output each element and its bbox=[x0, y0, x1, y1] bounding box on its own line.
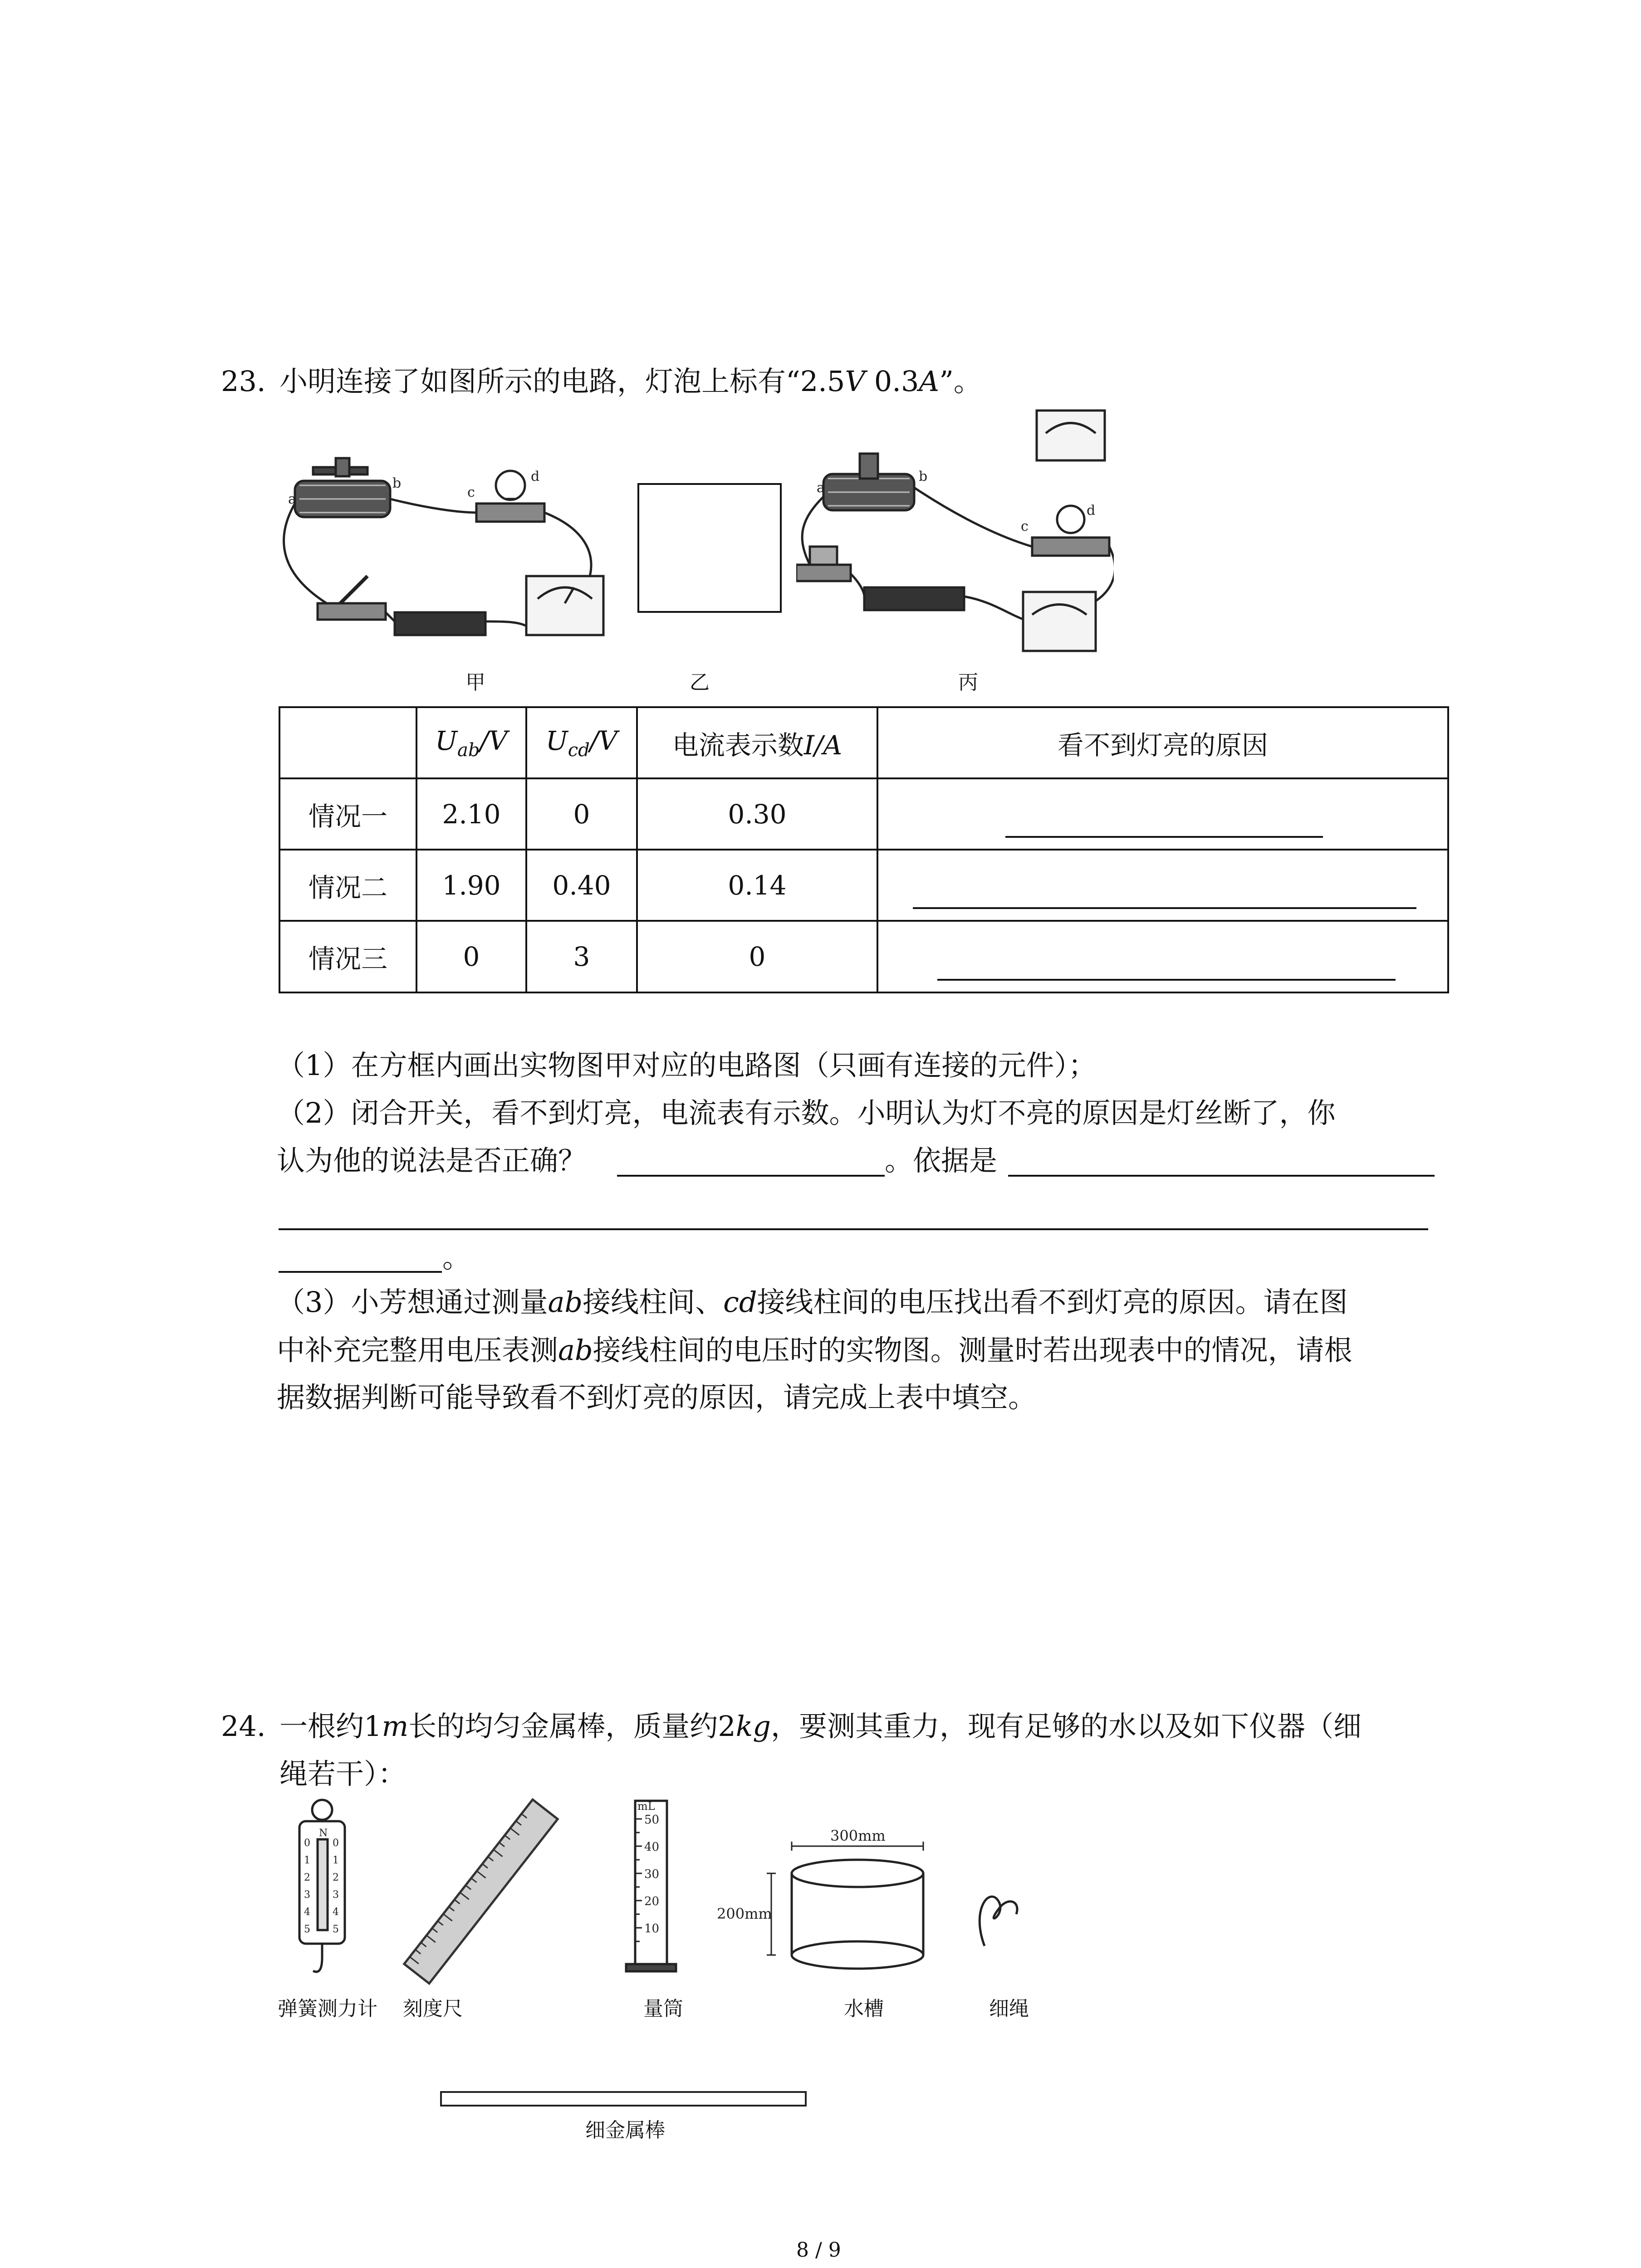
spring-unit-label: N bbox=[319, 1828, 328, 1839]
spring-tick: 2 bbox=[304, 1872, 310, 1883]
cell-ucd: 3 bbox=[526, 921, 637, 992]
cell-ucd: 0 bbox=[526, 778, 637, 850]
cell-ucd: 0.40 bbox=[526, 850, 637, 921]
caption-yi: 乙 bbox=[690, 671, 710, 694]
bulb-icon bbox=[1057, 506, 1084, 533]
caption-bing: 丙 bbox=[958, 671, 978, 694]
bulb-icon bbox=[496, 471, 525, 500]
voltmeter-icon bbox=[1037, 411, 1105, 460]
cell-reason-answer[interactable] bbox=[877, 778, 1448, 850]
row-label: 情况三 bbox=[279, 921, 416, 992]
reason-blank-2[interactable] bbox=[913, 907, 1416, 909]
hook-icon bbox=[313, 1944, 322, 1972]
q23-part2-end: 。 bbox=[442, 1241, 471, 1274]
q24-line2: 绳若干）： bbox=[279, 1757, 407, 1790]
label-a: a bbox=[817, 480, 825, 496]
lamp-base-icon bbox=[1032, 538, 1109, 556]
spring-scale-figure bbox=[279, 1796, 370, 1987]
circuit-figure-jia bbox=[277, 454, 622, 653]
caption-jia: 甲 bbox=[465, 671, 485, 694]
q23-number: 23. bbox=[221, 365, 266, 398]
ruler-figure bbox=[390, 1796, 572, 1987]
label-a: a bbox=[288, 491, 296, 507]
q24-number: 24. bbox=[221, 1710, 266, 1743]
label-tank: 水槽 bbox=[844, 1997, 884, 2020]
answer-blank-basis[interactable] bbox=[1008, 1175, 1435, 1177]
tank-icon bbox=[792, 1860, 923, 1887]
spring-tick: 5 bbox=[333, 1924, 339, 1935]
label-c: c bbox=[467, 484, 475, 500]
string-icon bbox=[980, 1897, 1017, 1946]
label-d: d bbox=[1087, 503, 1096, 518]
reason-blank-1[interactable] bbox=[1005, 836, 1323, 838]
cell-reason-answer[interactable] bbox=[877, 921, 1448, 992]
answer-blank-basis-line2[interactable] bbox=[279, 1228, 1428, 1230]
header-reason: 看不到灯亮的原因 bbox=[877, 707, 1448, 778]
water-tank-figure bbox=[717, 1828, 944, 1973]
tank-height-label: 200mm bbox=[717, 1905, 772, 1922]
cylinder-tick: 10 bbox=[644, 1922, 660, 1936]
switch-icon bbox=[318, 603, 386, 620]
q23-part3-line3: 据数据判断可能导致看不到灯亮的原因，请完成上表中填空。 bbox=[277, 1381, 1037, 1414]
cell-uab: 2.10 bbox=[416, 778, 526, 850]
label-d: d bbox=[531, 469, 540, 484]
page-number: 8 / 9 bbox=[796, 2239, 841, 2262]
cylinder-unit-label: mL bbox=[637, 1800, 655, 1813]
label-rod: 细金属棒 bbox=[585, 2119, 665, 2142]
cell-reason-answer[interactable] bbox=[877, 850, 1448, 921]
graduated-cylinder-figure bbox=[622, 1792, 685, 1982]
header-current: 电流表示数I/A bbox=[637, 707, 877, 778]
q23-stem: 小明连接了如图所示的电路，灯泡上标有“2.5V 0.3A”。 bbox=[279, 365, 982, 398]
q23-part1: （1）在方框内画出实物图甲对应的电路图（只画有连接的元件）； bbox=[277, 1049, 1097, 1082]
spring-tick: 0 bbox=[333, 1838, 339, 1849]
answer-blank-correct[interactable] bbox=[617, 1175, 885, 1177]
cylinder-tick: 20 bbox=[644, 1895, 660, 1908]
spring-tick: 2 bbox=[333, 1872, 339, 1883]
header-ucd: $U_{cd}/V$ bbox=[526, 707, 637, 778]
reason-blank-3[interactable] bbox=[937, 979, 1396, 981]
row-label: 情况一 bbox=[279, 778, 416, 850]
cell-uab: 0 bbox=[416, 921, 526, 992]
table-row bbox=[279, 778, 1448, 850]
spring-tick: 5 bbox=[304, 1924, 310, 1935]
label-c: c bbox=[1021, 518, 1029, 534]
cylinder-tick: 40 bbox=[644, 1840, 660, 1854]
metal-rod-figure bbox=[440, 2091, 807, 2107]
label-cylinder: 量筒 bbox=[643, 1997, 683, 2020]
spring-tick: 4 bbox=[333, 1906, 339, 1918]
voltage-table bbox=[279, 706, 1449, 993]
row-label: 情况二 bbox=[279, 850, 416, 921]
ruler-icon bbox=[404, 1799, 558, 1984]
cylinder-tick: 50 bbox=[644, 1813, 660, 1827]
lamp-base-icon bbox=[476, 503, 544, 522]
q24-line1: 一根约1m长的均匀金属棒，质量约2kg，要测其重力，现有足够的水以及如下仪器（细 bbox=[279, 1710, 1362, 1743]
spring-tick: 4 bbox=[304, 1906, 310, 1918]
label-spring-scale: 弹簧测力计 bbox=[278, 1997, 377, 2020]
table-header-row bbox=[279, 707, 1448, 778]
table-row bbox=[279, 850, 1448, 921]
table-row bbox=[279, 921, 1448, 992]
q23-part2-line2b: 。依据是 bbox=[885, 1144, 998, 1177]
label-b: b bbox=[919, 469, 928, 484]
cell-current: 0.14 bbox=[637, 850, 877, 921]
cylinder-tick: 30 bbox=[644, 1867, 660, 1881]
battery-icon bbox=[864, 587, 964, 610]
tank-width-label: 300mm bbox=[830, 1828, 886, 1844]
spring-tick: 0 bbox=[304, 1838, 310, 1849]
ammeter-icon bbox=[1023, 592, 1096, 651]
battery-icon bbox=[395, 612, 485, 635]
cell-current: 0 bbox=[637, 921, 877, 992]
ammeter-icon bbox=[526, 576, 603, 635]
string-figure bbox=[971, 1882, 1030, 1950]
q23-part2-line1: （2）闭合开关，看不到灯亮，电流表有示数。小明认为灯不亮的原因是灯丝断了，你 bbox=[277, 1096, 1336, 1129]
label-ruler: 刻度尺 bbox=[403, 1997, 463, 2020]
hook-ring-icon bbox=[312, 1800, 332, 1820]
label-b: b bbox=[392, 475, 402, 491]
spring-tick: 1 bbox=[333, 1855, 339, 1866]
q23-part2-line2a: 认为他的说法是否正确？ bbox=[277, 1144, 587, 1177]
cell-current: 0.30 bbox=[637, 778, 877, 850]
spring-tick: 3 bbox=[304, 1889, 310, 1901]
circuit-figure-bing bbox=[796, 401, 1114, 655]
table-corner-cell bbox=[279, 707, 416, 778]
spring-tick: 1 bbox=[304, 1855, 310, 1866]
label-string: 细绳 bbox=[989, 1997, 1029, 2020]
header-uab: $U_{ab}/V$ bbox=[416, 707, 526, 778]
spring-tick: 3 bbox=[333, 1889, 339, 1901]
q23-part3-line2: 中补充完整用电压表测ab接线柱间的电压时的实物图。测量时若出现表中的情况，请根 bbox=[277, 1334, 1352, 1367]
switch-icon bbox=[796, 565, 851, 581]
cell-uab: 1.90 bbox=[416, 850, 526, 921]
q23-part3-line1: （3）小芳想通过测量ab接线柱间、cd接线柱间的电压找出看不到灯亮的原因。请在图 bbox=[277, 1286, 1348, 1319]
answer-blank-basis-line3[interactable] bbox=[279, 1271, 442, 1273]
circuit-drawing-box bbox=[637, 483, 782, 613]
